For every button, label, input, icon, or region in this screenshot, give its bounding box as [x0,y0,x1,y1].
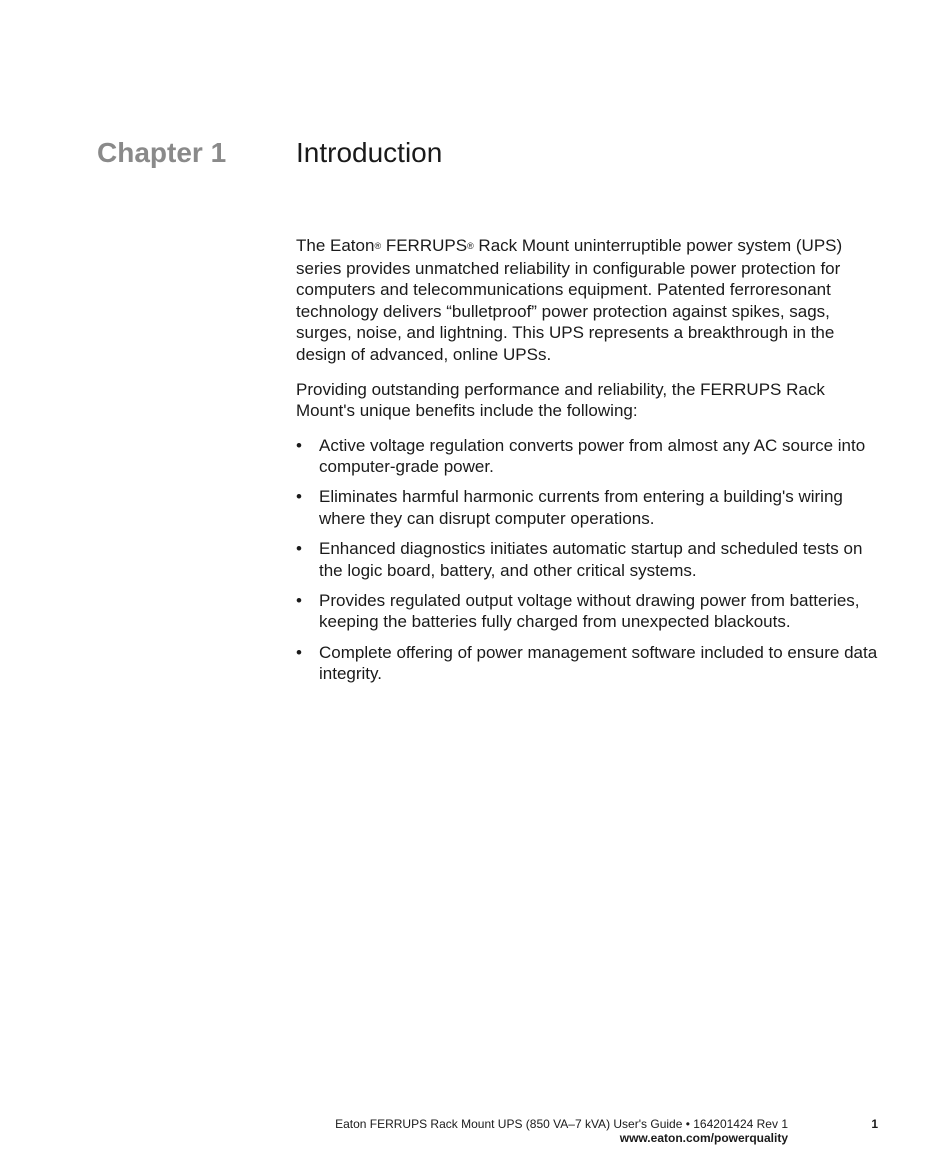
list-item [296,642,886,685]
bullet-icon: • [296,642,302,662]
intro-paragraph [296,235,886,366]
benefits-intro: Providing outstanding performance and reliability, the FERRUPS Rack Mount's unique benefits include the following: [296,379,825,421]
intro-text: Rack Mount uninterruptible power system (UPS) series provides unmatched reliability in configurable power protection for computers and telecommunications equipment. Patented ferroresonant technology delivers “bulletproof” power protection against spikes, sags, surges, noise, and lightning. This UPS represents a breakthrough in the design of advanced, online UPSs. [296,236,843,364]
list-item [296,590,886,633]
body-content [296,235,886,693]
footer-guide-title: Eaton FERRUPS Rack Mount UPS (850 VA–7 kVA) User's Guide • 164201424 Rev 1 [335,1117,788,1131]
page-footer [240,1117,788,1145]
benefit-text: Active voltage regulation converts power from almost any AC source into computer-grade power. [319,435,866,477]
benefit-text: Complete offering of power management software included to ensure data integrity. [319,642,878,684]
bullet-icon: • [296,435,302,455]
intro-product: FERRUPS [381,236,468,255]
benefit-text: Eliminates harmful harmonic currents from entering a building's wiring where they can disrupt computer operations. [319,487,843,529]
footer-url[interactable]: www.eaton.com/powerquality [619,1131,788,1145]
intro-brand: The Eaton [296,236,375,255]
bullet-icon: • [296,590,302,610]
registered-mark: ® [467,241,474,251]
page-number: 1 [871,1117,878,1131]
bullet-icon: • [296,539,302,559]
benefit-text: Enhanced diagnostics initiates automatic startup and scheduled tests on the logic board, battery, and other critical systems. [319,539,863,580]
chapter-label: Chapter 1 [97,137,227,168]
list-item [296,435,886,478]
registered-mark: ® [374,241,382,251]
bullet-icon: • [296,487,302,507]
chapter-title: Introduction [296,137,443,168]
list-item [296,538,886,581]
benefits-list [296,435,886,685]
list-item [296,486,886,529]
benefit-text: Provides regulated output voltage without drawing power from batteries, keeping the batteries fully charged from unexpected blackouts. [319,590,860,632]
